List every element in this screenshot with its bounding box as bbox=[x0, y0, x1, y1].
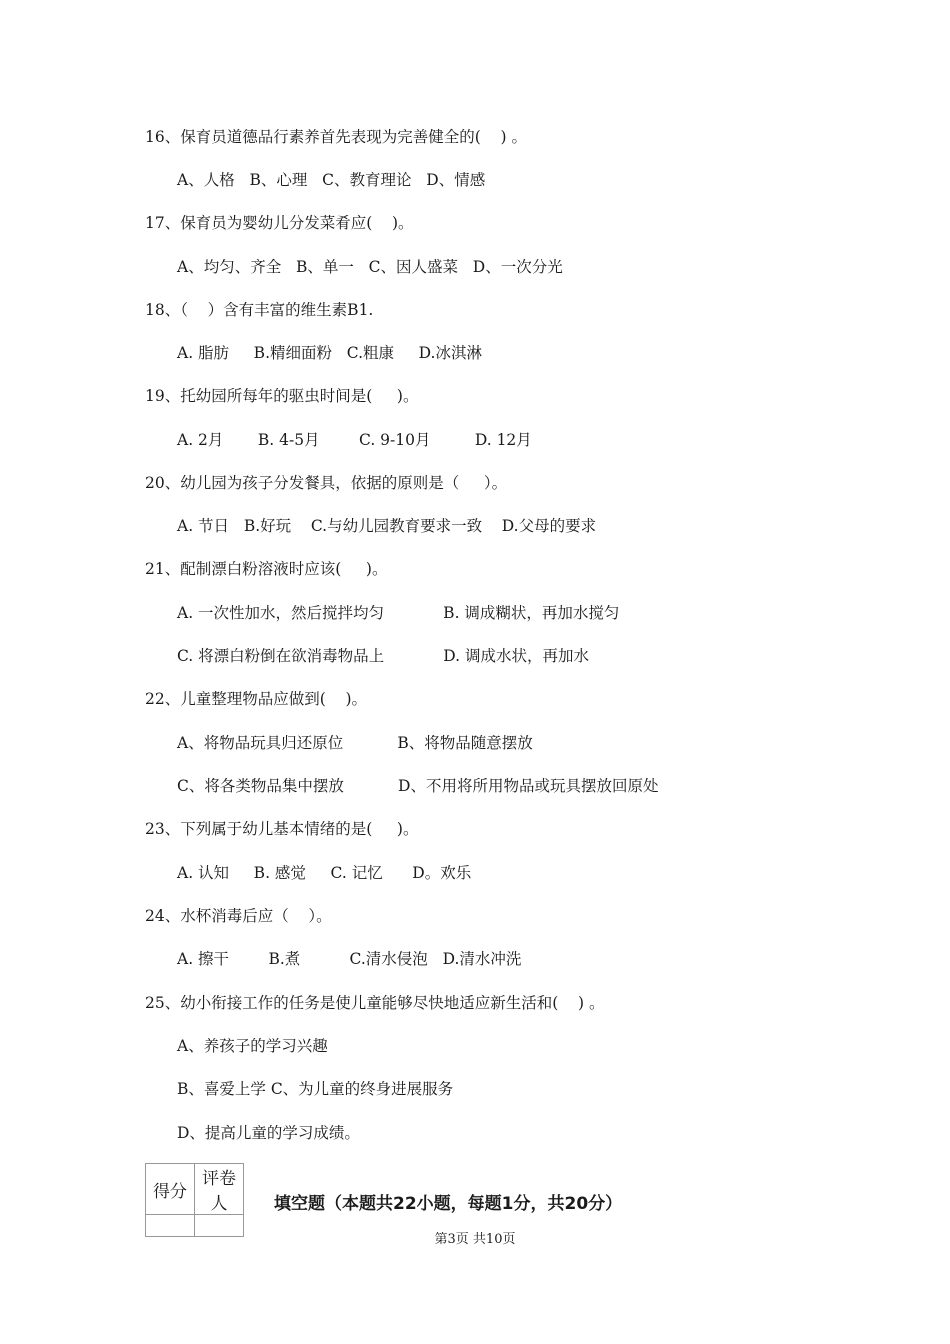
score-box bbox=[145, 1163, 244, 1237]
question-25-option-d: D、提高儿童的学习成绩。 bbox=[177, 1124, 360, 1142]
question-25-option-a: A、养孩子的学习兴趣 bbox=[177, 1037, 328, 1055]
section-title: 填空题（本题共22小题，每题1分，共20分） bbox=[274, 1194, 623, 1214]
question-22-options-cd: C、将各类物品集中摆放 D、不用将所用物品或玩具摆放回原处 bbox=[177, 777, 659, 795]
question-22: 22、儿童整理物品应做到( )。 bbox=[145, 690, 368, 708]
question-22-options-ab: A、将物品玩具归还原位 B、将物品随意摆放 bbox=[177, 734, 533, 752]
question-17-options: A、均匀、齐全 B、单一 C、因人盛菜 D、一次分光 bbox=[177, 258, 563, 276]
question-18: 18、（ ）含有丰富的维生素B1. bbox=[145, 301, 374, 319]
question-18-options: A. 脂肪 B.精细面粉 C.粗康 D.冰淇淋 bbox=[177, 344, 482, 362]
question-24: 24、水杯消毒后应（ ）。 bbox=[145, 907, 332, 925]
question-25-option-bc: B、喜爱上学 C、为儿童的终身进展服务 bbox=[177, 1080, 454, 1098]
question-17: 17、保育员为婴幼儿分发菜肴应( )。 bbox=[145, 214, 414, 232]
question-21-options-ab: A. 一次性加水，然后搅拌均匀 B. 调成糊状，再加水搅匀 bbox=[177, 604, 620, 622]
question-23-options: A. 认知 B. 感觉 C. 记忆 D。欢乐 bbox=[177, 864, 472, 882]
question-20-options: A. 节日 B.好玩 C.与幼儿园教育要求一致 D.父母的要求 bbox=[177, 517, 597, 535]
question-23: 23、下列属于幼儿基本情绪的是( )。 bbox=[145, 820, 419, 838]
score-label: 得分 bbox=[146, 1164, 195, 1215]
question-16-options: A、人格 B、心理 C、教育理论 D、情感 bbox=[177, 171, 486, 189]
grader-label: 评卷人 bbox=[195, 1164, 244, 1215]
page-footer: 第3页 共10页 bbox=[434, 1232, 516, 1247]
question-21-options-cd: C. 将漂白粉倒在欲消毒物品上 D. 调成水状，再加水 bbox=[177, 647, 590, 665]
question-20: 20、幼儿园为孩子分发餐具，依据的原则是（ ）。 bbox=[145, 474, 508, 492]
question-24-options: A. 擦干 B.煮 C.清水侵泡 D.清水冲洗 bbox=[177, 950, 522, 968]
question-25: 25、幼小衔接工作的任务是使儿童能够尽快地适应新生活和( ) 。 bbox=[145, 994, 605, 1012]
question-19: 19、托幼园所每年的驱虫时间是( )。 bbox=[145, 387, 419, 405]
question-19-options: A. 2月 B. 4-5月 C. 9-10月 D. 12月 bbox=[177, 431, 532, 449]
question-16: 16、保育员道德品行素养首先表现为完善健全的( ) 。 bbox=[145, 128, 527, 146]
question-21: 21、配制漂白粉溶液时应该( )。 bbox=[145, 560, 388, 578]
